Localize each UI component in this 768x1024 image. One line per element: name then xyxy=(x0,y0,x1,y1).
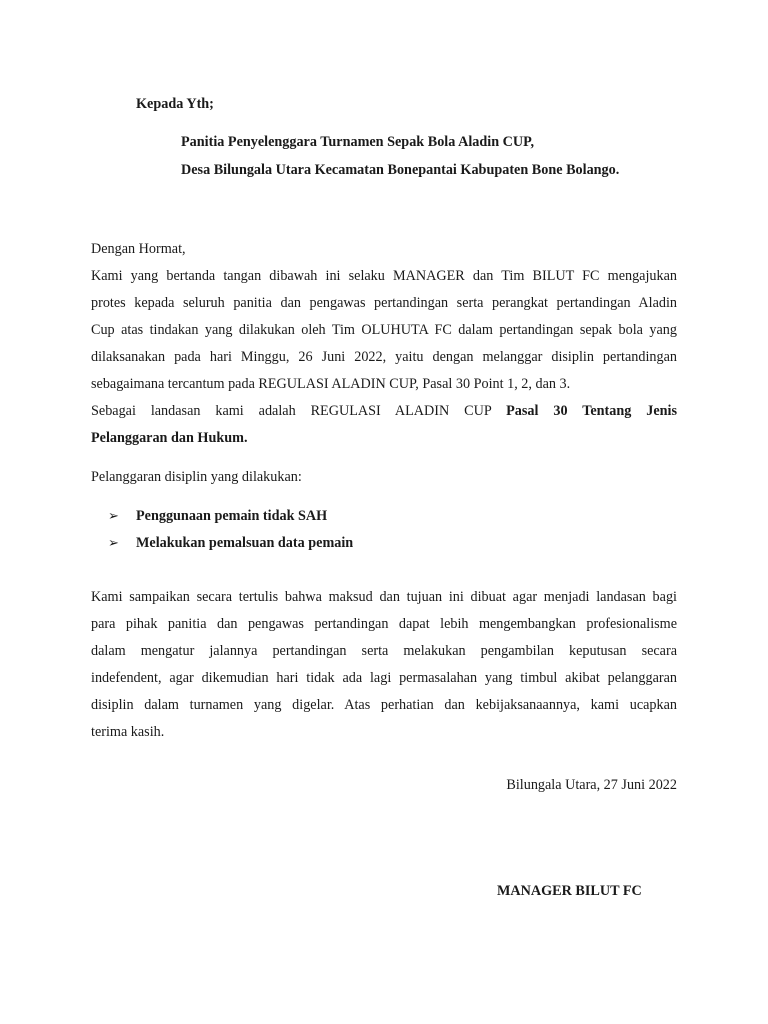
place-date: Bilungala Utara, 27 Juni 2022 xyxy=(506,777,677,793)
paragraph-2-line: para pihak panitia dan pengawas pertandingan dapat lebih mengembangkan profesionalisme xyxy=(91,616,677,632)
addressee-line-1: Panitia Penyelenggara Turnamen Sepak Bola Aladin CUP, xyxy=(181,134,535,150)
violation-item: Melakukan pemalsuan data pemain xyxy=(136,535,354,551)
paragraph-2-line: terima kasih. xyxy=(91,724,165,740)
paragraph-2-line: Kami sampaikan secara tertulis bahwa maksud dan tujuan ini dibuat agar menjadi landasan bagi xyxy=(91,589,677,605)
signatory: MANAGER BILUT FC xyxy=(497,883,642,899)
arrow-bullet-icon: ➢ xyxy=(108,535,119,550)
paragraph-2-line: dalam mengatur jalannya pertandingan serta melakukan pengambilan keputusan secara xyxy=(91,643,677,659)
basis-bold-2: Pelanggaran dan Hukum. xyxy=(91,430,248,446)
arrow-bullet-icon: ➢ xyxy=(108,508,119,523)
basis-line xyxy=(91,402,677,420)
paragraph-1-line: Kami yang bertanda tangan dibawah ini selaku MANAGER dan Tim BILUT FC mengajukan xyxy=(91,268,677,284)
paragraph-2-line: disiplin dalam turnamen yang digelar. Atas perhatian dan kebijaksanaannya, kami ucapkan xyxy=(91,697,677,713)
violations-intro: Pelanggaran disiplin yang dilakukan: xyxy=(91,469,302,485)
greeting: Dengan Hormat, xyxy=(91,241,186,257)
violation-item: Penggunaan pemain tidak SAH xyxy=(136,508,328,524)
basis-bold-1: Pasal 30 Tentang Jenis xyxy=(506,403,677,419)
addressee-label: Kepada Yth; xyxy=(136,96,214,112)
paragraph-1-line: protes kepada seluruh panitia dan pengawas pertandingan serta perangkat pertandingan Aladin xyxy=(91,295,677,311)
paragraph-2-line: indefendent, agar dikemudian hari tidak ada lagi permasalahan yang timbul akibat pelanggaran xyxy=(91,670,677,686)
basis-prefix: Sebagai landasan kami adalah REGULASI ALADIN CUP xyxy=(91,403,492,419)
paragraph-1-line: dilaksanakan pada hari Minggu, 26 Juni 2022, yaitu dengan melanggar disiplin pertandingan xyxy=(91,349,677,365)
paragraph-1-line: sebagaimana tercantum pada REGULASI ALADIN CUP, Pasal 30 Point 1, 2, dan 3. xyxy=(91,376,571,392)
paragraph-1-line: Cup atas tindakan yang dilakukan oleh Tim OLUHUTA FC dalam pertandingan sepak bola yang xyxy=(91,322,677,338)
addressee-line-2: Desa Bilungala Utara Kecamatan Bonepantai Kabupaten Bone Bolango. xyxy=(181,162,620,178)
